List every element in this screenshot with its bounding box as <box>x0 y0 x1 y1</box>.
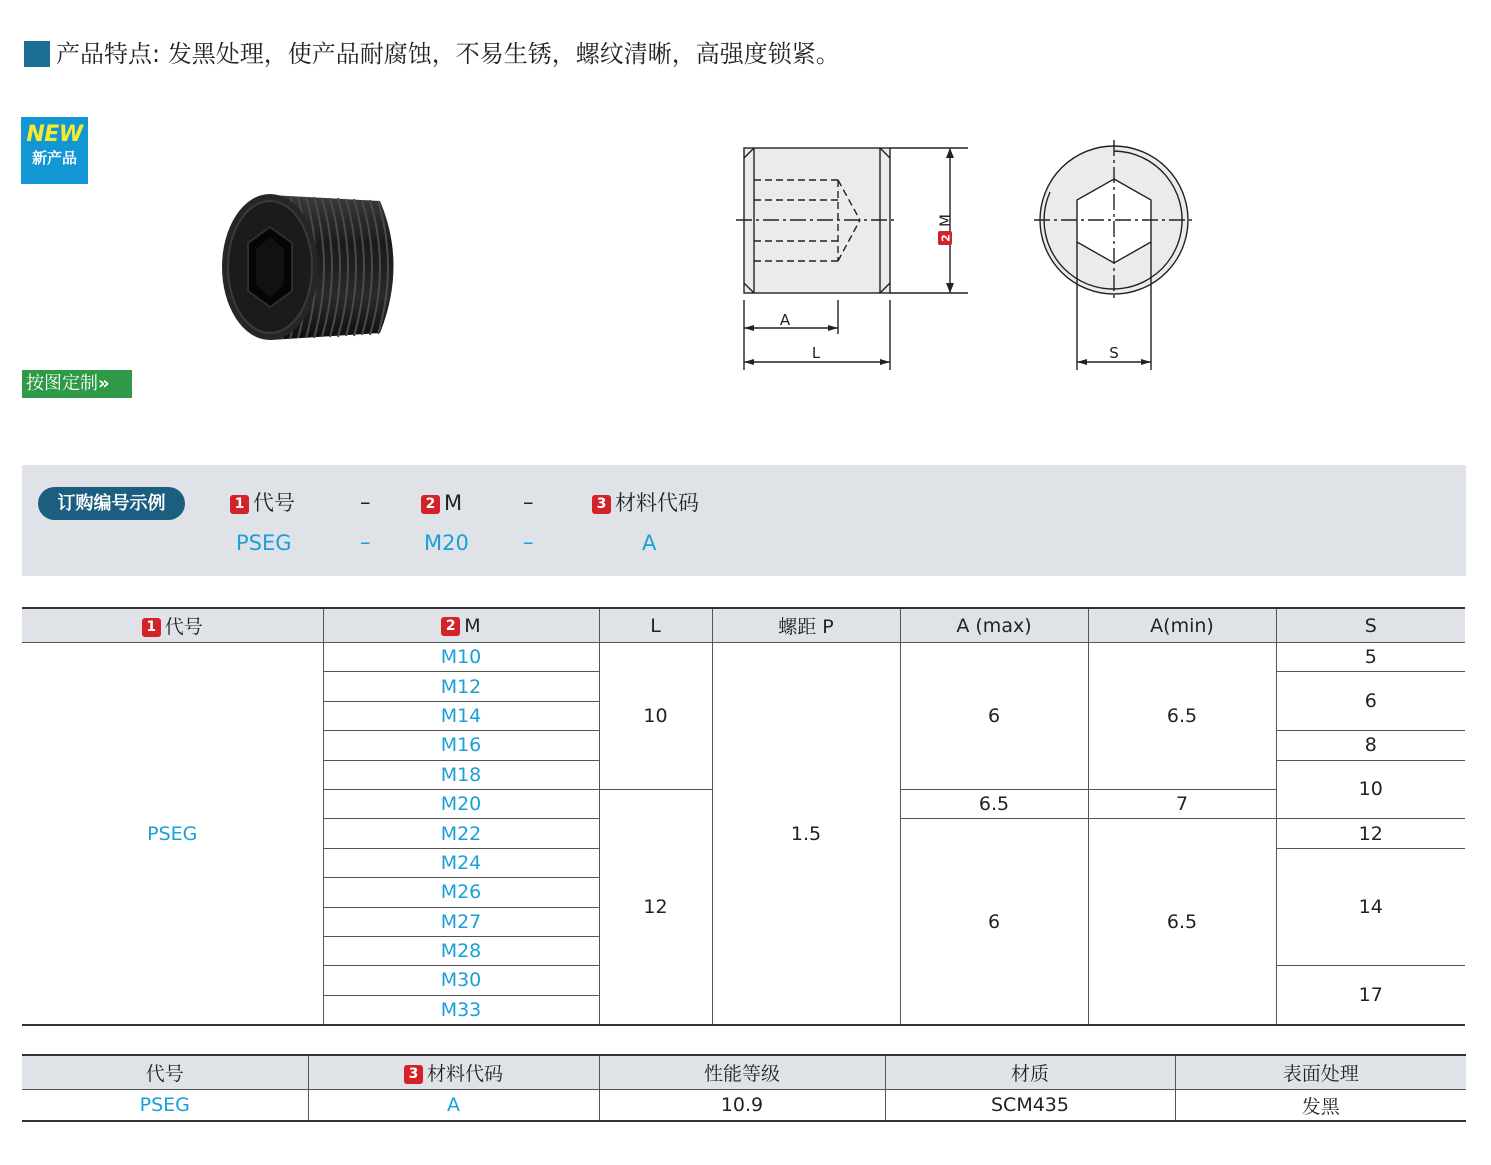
order-header-m <box>421 488 462 518</box>
a-min-cell: 7 <box>1088 789 1276 818</box>
s-cell: 5 <box>1276 643 1465 672</box>
m-cell: M10 <box>323 643 599 672</box>
order-value-material: A <box>642 531 657 555</box>
l-cell: 10 <box>599 643 712 790</box>
mat-grade-cell: 10.9 <box>599 1090 885 1122</box>
product-photo <box>210 185 420 350</box>
mat-col-finish: 表面处理 <box>1175 1055 1466 1090</box>
number-badge: 2 <box>441 617 460 636</box>
product-features-text: 产品特点: 发黑处理，使产品耐腐蚀，不易生锈，螺纹清晰，高强度锁紧。 <box>56 40 840 68</box>
mat-col-material-code-label: 材料代码 <box>426 1063 503 1085</box>
a-max-cell: 6 <box>900 819 1088 1025</box>
order-header-code-label: 代号 <box>253 491 295 515</box>
material-header-row <box>22 1055 1466 1090</box>
m-cell: M14 <box>323 701 599 730</box>
col-header-code <box>22 608 323 643</box>
a-max-cell: 6.5 <box>900 789 1088 818</box>
s-cell: 14 <box>1276 848 1465 966</box>
table-row <box>22 1090 1466 1122</box>
order-header-m-label: M <box>444 491 463 515</box>
pitch-cell: 1.5 <box>712 643 900 1026</box>
number-badge: 3 <box>404 1065 423 1084</box>
custom-by-drawing-button[interactable] <box>22 370 132 398</box>
mat-col-grade: 性能等级 <box>599 1055 885 1090</box>
col-header-code-label: 代号 <box>164 616 203 638</box>
a-max-cell: 6 <box>900 643 1088 790</box>
m-cell: M30 <box>323 966 599 995</box>
m-cell: M16 <box>323 731 599 760</box>
col-header-m-label: M <box>464 614 481 637</box>
code-cell: PSEG <box>22 643 323 1026</box>
number-badge: 1 <box>230 495 249 514</box>
order-value-m: M20 <box>424 531 469 555</box>
table-bottom-rule <box>22 1024 1465 1026</box>
m-dim-label: M <box>936 214 955 227</box>
s-cell: 6 <box>1276 672 1465 731</box>
table-row <box>22 643 1465 672</box>
order-example-panel <box>22 465 1466 576</box>
s-dim-label: S <box>1109 344 1119 362</box>
order-dash: – <box>523 530 534 554</box>
header-square-icon <box>24 41 50 67</box>
col-header-m <box>323 608 599 643</box>
new-product-badge <box>21 117 88 184</box>
mat-finish-cell: 发黑 <box>1175 1090 1466 1122</box>
mat-material-code-cell: A <box>308 1090 599 1122</box>
col-header-pitch: 螺距 P <box>712 608 900 643</box>
s-cell: 17 <box>1276 966 1465 1025</box>
number-badge: 3 <box>592 495 611 514</box>
l-dim-label: L <box>811 344 821 362</box>
s-cell: 8 <box>1276 731 1465 760</box>
m-cell: M20 <box>323 789 599 818</box>
s-cell: 12 <box>1276 819 1465 848</box>
col-header-s: S <box>1276 608 1465 643</box>
m-cell: M26 <box>323 878 599 907</box>
a-min-cell: 6.5 <box>1088 819 1276 1025</box>
m-cell: M27 <box>323 907 599 936</box>
l-cell: 12 <box>599 789 712 1025</box>
a-min-cell: 6.5 <box>1088 643 1276 790</box>
a-dim-label: A <box>779 311 791 329</box>
col-header-l: L <box>599 608 712 643</box>
order-dash: – <box>360 490 371 514</box>
mat-col-code: 代号 <box>22 1055 308 1090</box>
mat-col-material: 材质 <box>885 1055 1175 1090</box>
order-dash: – <box>360 530 371 554</box>
m-cell: M33 <box>323 995 599 1025</box>
spec-table <box>22 607 1465 1026</box>
double-chevron-icon: » <box>98 373 110 394</box>
order-value-code: PSEG <box>236 531 292 555</box>
custom-button-label: 按图定制 <box>26 373 98 394</box>
side-view-drawing <box>730 140 980 380</box>
m-cell: M24 <box>323 848 599 877</box>
number-badge: 2 <box>421 495 440 514</box>
mat-code-cell: PSEG <box>22 1090 308 1122</box>
order-header-material-label: 材料代码 <box>615 491 699 515</box>
front-view-drawing <box>1030 140 1200 380</box>
order-dash: – <box>523 490 534 514</box>
order-example-pill: 订购编号示例 <box>38 487 185 520</box>
mat-col-material-code <box>308 1055 599 1090</box>
col-header-a-max: A (max) <box>900 608 1088 643</box>
order-header-code <box>230 488 295 518</box>
number-badge: 1 <box>142 618 161 637</box>
m-cell: M22 <box>323 819 599 848</box>
mat-material-cell: SCM435 <box>885 1090 1175 1122</box>
m-cell: M12 <box>323 672 599 701</box>
m-cell: M18 <box>323 760 599 789</box>
material-table <box>22 1054 1466 1122</box>
s-cell: 10 <box>1276 760 1465 819</box>
spec-header-row <box>22 608 1465 643</box>
m-cell: M28 <box>323 936 599 965</box>
new-label: NEW <box>26 122 83 147</box>
col-header-a-min: A(min) <box>1088 608 1276 643</box>
new-product-label: 新产品 <box>31 149 77 167</box>
m-num-label: 2 <box>939 234 953 242</box>
order-header-material <box>592 488 699 518</box>
